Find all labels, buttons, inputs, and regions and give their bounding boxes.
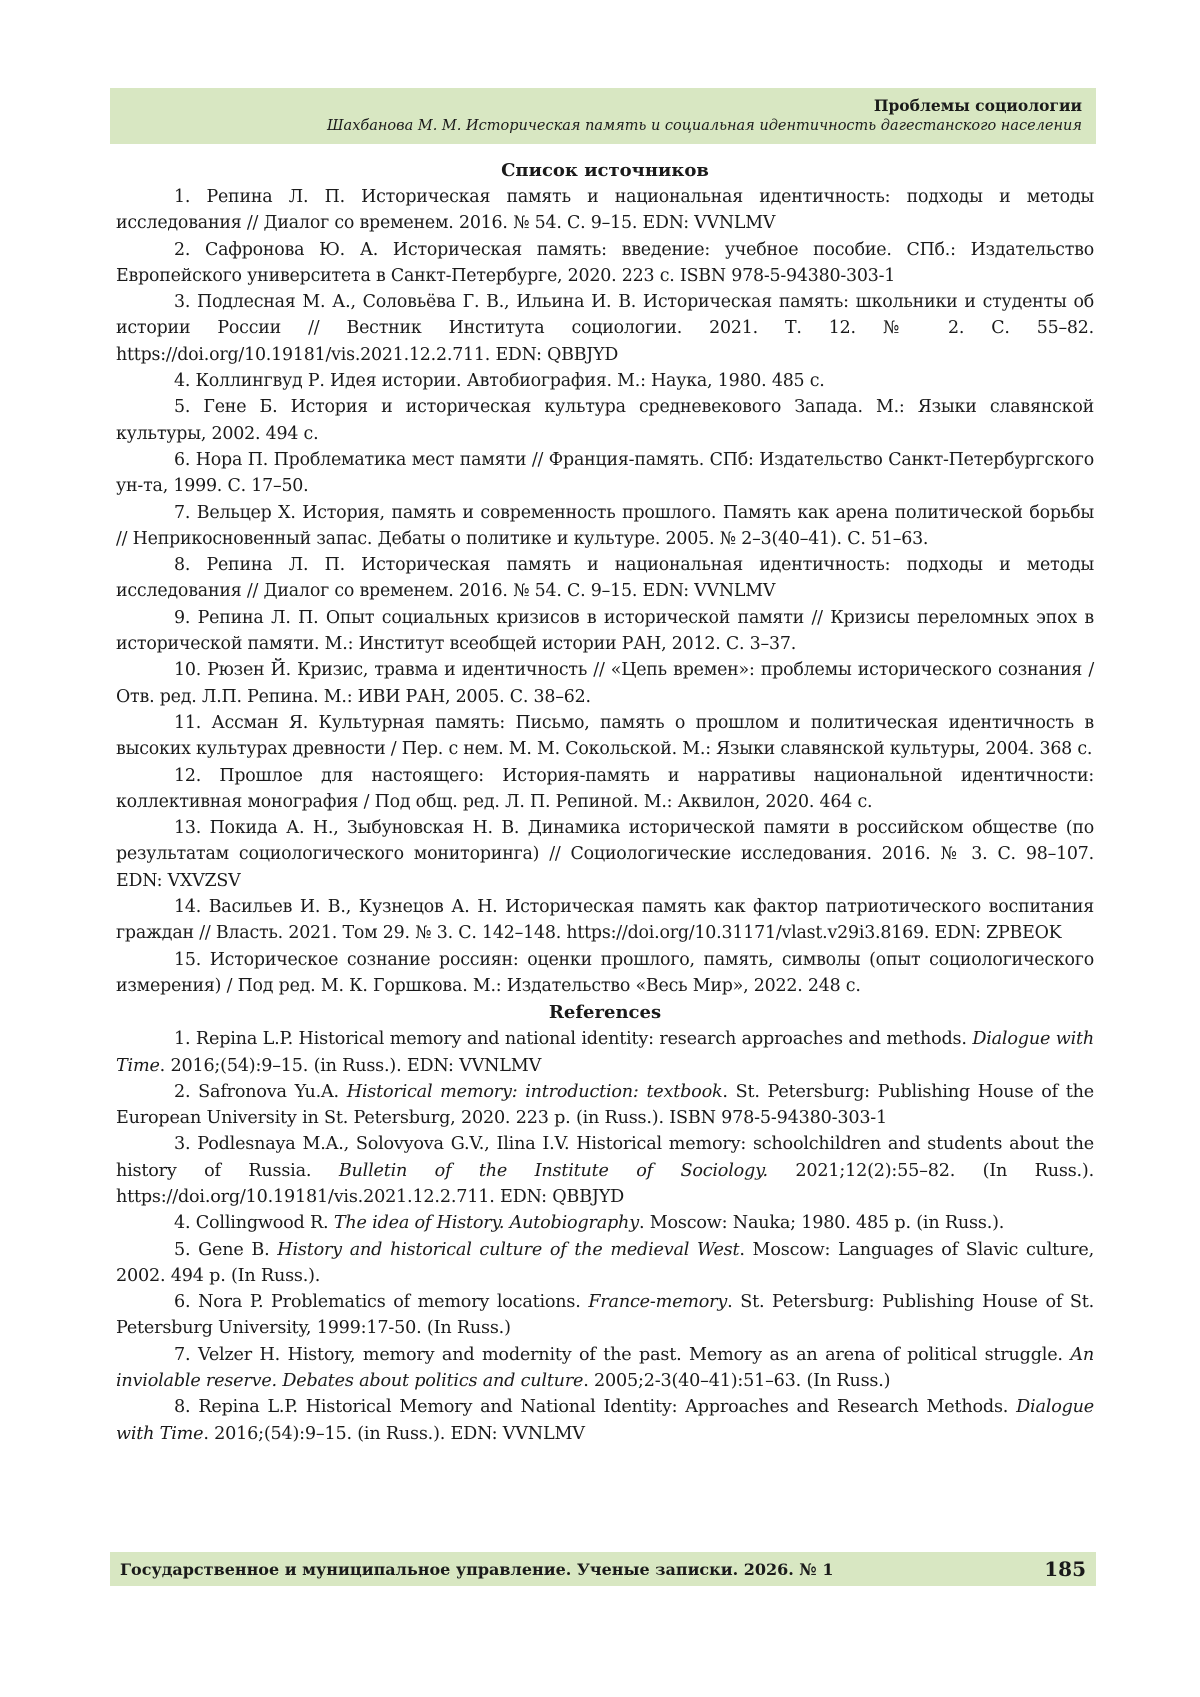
- source-item: 12. Прошлое для настоящего: История-память и нарративы национальной идентичности: коллективная монография / Под общ. ред. Л. П. Репиной. М.: Аквилон, 2020. 464 с.: [116, 765, 1094, 812]
- running-footer: [110, 1552, 1096, 1586]
- reference-item: 8. Repina L.P. Historical Memory and National Identity: Approaches and Research Methods. Dialogue with Time. 2016;(54):9–15. (in Russ.). EDN: VVNLMV: [116, 1397, 1094, 1444]
- source-item: 15. Историческое сознание россиян: оценки прошлого, память, символы (опыт социологического измерения) / Под ред. М. К. Горшкова. М.: Издательство «Весь Мир», 2022. 248 с.: [116, 949, 1094, 996]
- source-item: 1. Репина Л. П. Историческая память и национальная идентичность: подходы и методы исследования // Диалог со временем. 2016. № 54. С. 9–15. EDN: VVNLMV: [116, 187, 1094, 234]
- article-running-title: Шахбанова М. М. Историческая память и социальная идентичность дагестанского населения: [327, 118, 1082, 134]
- running-header: [110, 88, 1096, 144]
- reference-item: 1. Repina L.P. Historical memory and national identity: research approaches and methods. Dialogue with Time. 2016;(54):9–15. (in Russ.). EDN: VVNLMV: [116, 1029, 1094, 1076]
- reference-item: 5. Gene B. History and historical culture of the medieval West. Moscow: Languages of Slavic culture, 2002. 494 p. (In Russ.).: [116, 1239, 1094, 1286]
- reference-item: 4. Collingwood R. The idea of History. Autobiography. Moscow: Nauka; 1980. 485 p. (in Russ.).: [174, 1213, 1005, 1234]
- source-item: 4. Коллингвуд Р. Идея истории. Автобиография. М.: Наука, 1980. 485 с.: [174, 371, 825, 392]
- sources-heading: Список источников: [501, 160, 709, 181]
- source-item: 8. Репина Л. П. Историческая память и национальная идентичность: подходы и методы исследования // Диалог со временем. 2016. № 54. С. 9–15. EDN: VVNLMV: [116, 555, 1094, 602]
- bibliography: [116, 157, 1094, 1447]
- references-heading: References: [548, 1002, 662, 1024]
- journal-section-title: Проблемы социологии: [873, 96, 1082, 115]
- source-item: 13. Покида А. Н., Зыбуновская Н. В. Динамика исторической памяти в российском обществе (по результатам социологического мониторинга) // Социологические исследования. 2016. № 3. С. 98–107. EDN: VXVZSV: [116, 818, 1094, 891]
- footer-journal-name: Государственное и муниципальное управление. Ученые записки. 2026. № 1: [120, 1559, 834, 1579]
- page-number: 185: [1044, 1557, 1086, 1581]
- references-list: [116, 1026, 1094, 1447]
- source-item: 3. Подлесная М. А., Соловьёва Г. В., Ильина И. В. Историческая память: школьники и студенты об истории России // Вестник Института социологии. 2021. Т. 12. № 2. С. 55–82. https://doi.org/10.19181/vis.2021.12.2.711. EDN: QBBJYD: [116, 292, 1094, 365]
- reference-item: 2. Safronova Yu.A. Historical memory: introduction: textbook. St. Petersburg: Publishing House of the European University in St. Petersburg, 2020. 223 p. (in Russ.). ISBN 978-5-94380-303-1: [116, 1081, 1094, 1129]
- source-item: 2. Сафронова Ю. А. Историческая память: введение: учебное пособие. СПб.: Издательство Европейского университета в Санкт-Петербурге, 2020. 223 с. ISBN 978-5-94380-303-1: [116, 239, 1094, 286]
- source-item: 10. Рюзен Й. Кризис, травма и идентичность // «Цепь времен»: проблемы исторического сознания / Отв. ред. Л.П. Репина. М.: ИВИ РАН, 2005. С. 38–62.: [116, 660, 1094, 707]
- reference-item: 7. Velzer H. History, memory and modernity of the past. Memory as an arena of political struggle. An inviolable reserve. Debates about politics and culture. 2005;2-3(40–41):51–63. (In Russ.): [116, 1344, 1094, 1392]
- source-item: 14. Васильев И. В., Кузнецов А. Н. Историческая память как фактор патриотического воспитания граждан // Власть. 2021. Том 29. № 3. С. 142–148. https://doi.org/10.31171/vlast.v29i3.8169. EDN: ZPBEOK: [116, 897, 1094, 944]
- source-item: 7. Вельцер Х. История, память и современность прошлого. Память как арена политической борьбы // Неприкосновенный запас. Дебаты о политике и культуре. 2005. № 2–3(40–41). С. 51–63.: [116, 502, 1094, 549]
- reference-item: 6. Nora P. Problematics of memory locations. France-memory. St. Petersburg: Publishing House of St. Petersburg University, 1999:17-50. (In Russ.): [116, 1292, 1094, 1339]
- source-item: 5. Гене Б. История и историческая культура средневекового Запада. М.: Языки славянской культуры, 2002. 494 с.: [116, 397, 1094, 444]
- reference-item: 3. Podlesnaya M.A., Solovyova G.V., Ilina I.V. Historical memory: schoolchildren and students about the history of Russia. Bulletin of the Institute of Sociology. 2021;12(2):55–82. (In Russ.). https://doi.org/10.19181/vis.2021.12.2.711. EDN: QBBJYD: [116, 1134, 1094, 1207]
- source-item: 9. Репина Л. П. Опыт социальных кризисов в исторической памяти // Кризисы переломных эпох в исторической памяти. М.: Институт всеобщей истории РАН, 2012. С. 3–37.: [116, 607, 1094, 655]
- source-item: 6. Нора П. Проблематика мест памяти // Франция-память. СПб: Издательство Санкт-Петербургского ун-та, 1999. С. 17–50.: [116, 449, 1094, 497]
- sources-list: [116, 184, 1094, 999]
- source-item: 11. Ассман Я. Культурная память: Письмо, память о прошлом и политическая идентичность в высоких культурах древности / Пер. с нем. М. М. Сокольской. М.: Языки славянской культуры, 2004. 368 с.: [116, 712, 1094, 760]
